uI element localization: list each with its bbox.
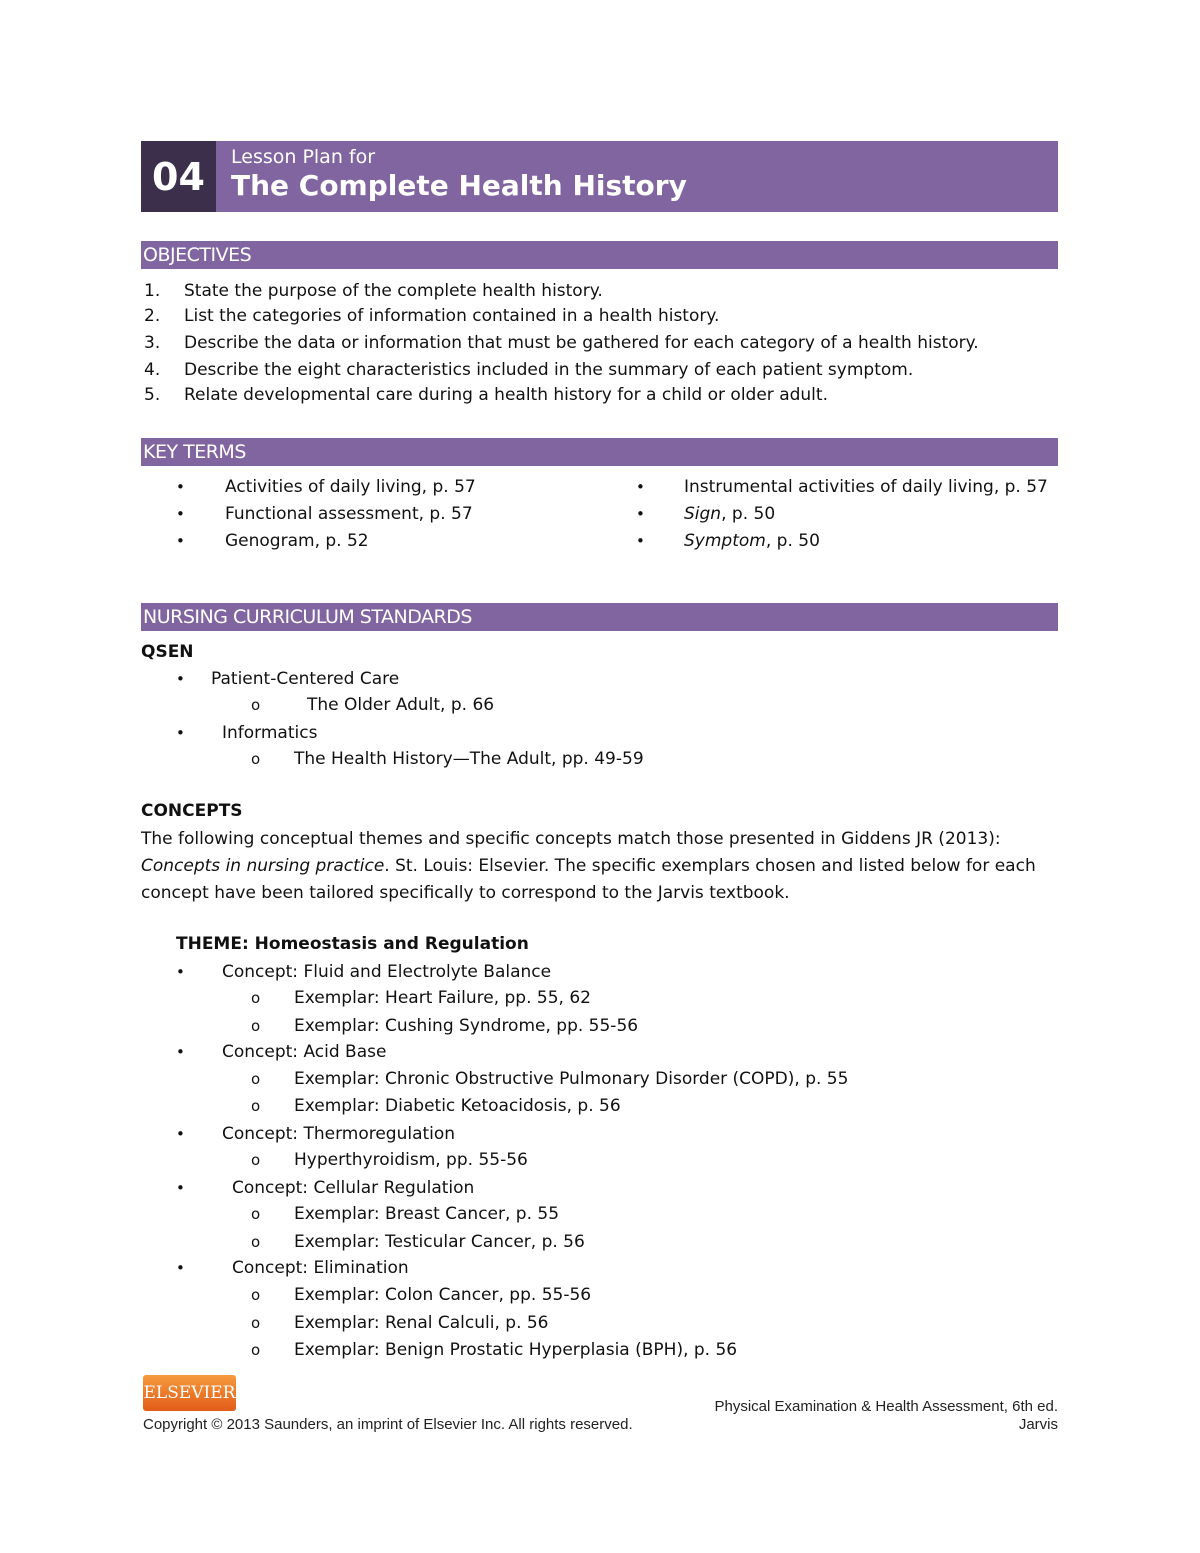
qsen-label: QSEN bbox=[141, 642, 194, 662]
objective-text: List the categories of information contained in a health history. bbox=[184, 306, 720, 326]
key-term: Activities of daily living, p. 57 bbox=[225, 477, 476, 497]
bullet-icon: • bbox=[176, 505, 185, 523]
qsen-item: Informatics bbox=[222, 723, 318, 743]
exemplar-item: Exemplar: Chronic Obstructive Pulmonary Disorder (COPD), p. 55 bbox=[294, 1069, 849, 1089]
chapter-number: 04 bbox=[141, 141, 216, 212]
sub-bullet-icon: o bbox=[251, 696, 261, 714]
sub-bullet-icon: o bbox=[251, 1341, 261, 1359]
exemplar-item: Exemplar: Diabetic Ketoacidosis, p. 56 bbox=[294, 1096, 621, 1116]
key-term: Symptom, p. 50 bbox=[684, 531, 820, 551]
sub-bullet-icon: o bbox=[251, 1205, 261, 1223]
title-banner bbox=[141, 141, 1058, 212]
key-term: Functional assessment, p. 57 bbox=[225, 504, 473, 524]
sub-bullet-icon: o bbox=[251, 1017, 261, 1035]
exemplar-item: Exemplar: Breast Cancer, p. 55 bbox=[294, 1204, 560, 1224]
bullet-icon: • bbox=[176, 1125, 185, 1143]
bullet-icon: • bbox=[176, 478, 185, 496]
objective-number: 5. bbox=[144, 385, 161, 405]
qsen-subitem: The Health History—The Adult, pp. 49-59 bbox=[294, 749, 644, 769]
exemplar-item: Hyperthyroidism, pp. 55-56 bbox=[294, 1150, 528, 1170]
key-term: Genogram, p. 52 bbox=[225, 531, 369, 551]
key-term: Sign, p. 50 bbox=[684, 504, 776, 524]
bullet-icon: • bbox=[636, 478, 645, 496]
exemplar-item: Exemplar: Colon Cancer, pp. 55-56 bbox=[294, 1285, 592, 1305]
sub-bullet-icon: o bbox=[251, 1286, 261, 1304]
concepts-intro-line: concept have been tailored specifically to correspond to the Jarvis textbook. bbox=[141, 883, 790, 903]
exemplar-item: Exemplar: Cushing Syndrome, pp. 55-56 bbox=[294, 1016, 639, 1036]
objective-number: 4. bbox=[144, 360, 161, 380]
banner-subtitle: Lesson Plan for bbox=[231, 146, 376, 168]
concept-item: Concept: Cellular Regulation bbox=[232, 1178, 475, 1198]
objective-text: Describe the eight characteristics included in the summary of each patient symptom. bbox=[184, 360, 914, 380]
objective-number: 3. bbox=[144, 333, 161, 353]
concept-item: Concept: Elimination bbox=[232, 1258, 409, 1278]
objective-text: Describe the data or information that must be gathered for each category of a health history. bbox=[184, 333, 979, 353]
bullet-icon: • bbox=[176, 532, 185, 550]
objective-number: 1. bbox=[144, 281, 161, 301]
exemplar-item: Exemplar: Renal Calculi, p. 56 bbox=[294, 1313, 549, 1333]
concepts-intro-line: Concepts in nursing practice. St. Louis: Elsevier. The specific exemplars chosen and listed below for each bbox=[141, 856, 1036, 876]
bullet-icon: • bbox=[636, 532, 645, 550]
objective-text: Relate developmental care during a health history for a child or older adult. bbox=[184, 385, 828, 405]
key-term: Instrumental activities of daily living, p. 57 bbox=[684, 477, 1048, 497]
copyright-text: Copyright © 2013 Saunders, an imprint of Elsevier Inc. All rights reserved. bbox=[143, 1416, 633, 1433]
banner-titles bbox=[216, 141, 1058, 212]
bullet-icon: • bbox=[176, 963, 185, 981]
elsevier-logo: ELSEVIER bbox=[143, 1375, 236, 1411]
exemplar-item: Exemplar: Heart Failure, pp. 55, 62 bbox=[294, 988, 591, 1008]
bullet-icon: • bbox=[176, 1259, 185, 1277]
concept-item: Concept: Thermoregulation bbox=[222, 1124, 456, 1144]
sub-bullet-icon: o bbox=[251, 989, 261, 1007]
key-terms-header: KEY TERMS bbox=[141, 438, 1058, 466]
theme-heading: THEME: Homeostasis and Regulation bbox=[176, 934, 529, 954]
qsen-item: Patient-Centered Care bbox=[211, 669, 400, 689]
bullet-icon: • bbox=[176, 1179, 185, 1197]
objectives-header: OBJECTIVES bbox=[141, 241, 1058, 269]
sub-bullet-icon: o bbox=[251, 1314, 261, 1332]
page-title: The Complete Health History bbox=[231, 169, 687, 202]
qsen-subitem: The Older Adult, p. 66 bbox=[307, 695, 495, 715]
sub-bullet-icon: o bbox=[251, 1233, 261, 1251]
sub-bullet-icon: o bbox=[251, 1097, 261, 1115]
bullet-icon: • bbox=[636, 505, 645, 523]
objective-number: 2. bbox=[144, 306, 161, 326]
exemplar-item: Exemplar: Testicular Cancer, p. 56 bbox=[294, 1232, 585, 1252]
sub-bullet-icon: o bbox=[251, 750, 261, 768]
concepts-intro-line: The following conceptual themes and specific concepts match those presented in Giddens JR (2013): bbox=[141, 829, 1001, 849]
bullet-icon: • bbox=[176, 724, 185, 742]
book-author: Jarvis bbox=[1018, 1416, 1058, 1433]
concept-item: Concept: Fluid and Electrolyte Balance bbox=[222, 962, 552, 982]
sub-bullet-icon: o bbox=[251, 1151, 261, 1169]
sub-bullet-icon: o bbox=[251, 1070, 261, 1088]
book-title: Physical Examination & Health Assessment, 6th ed. bbox=[714, 1398, 1058, 1415]
bullet-icon: • bbox=[176, 1043, 185, 1061]
concepts-label: CONCEPTS bbox=[141, 801, 243, 821]
concept-item: Concept: Acid Base bbox=[222, 1042, 387, 1062]
bullet-icon: • bbox=[176, 670, 185, 688]
exemplar-item: Exemplar: Benign Prostatic Hyperplasia (BPH), p. 56 bbox=[294, 1340, 738, 1360]
standards-header: NURSING CURRICULUM STANDARDS bbox=[141, 603, 1058, 631]
objective-text: State the purpose of the complete health history. bbox=[184, 281, 603, 301]
